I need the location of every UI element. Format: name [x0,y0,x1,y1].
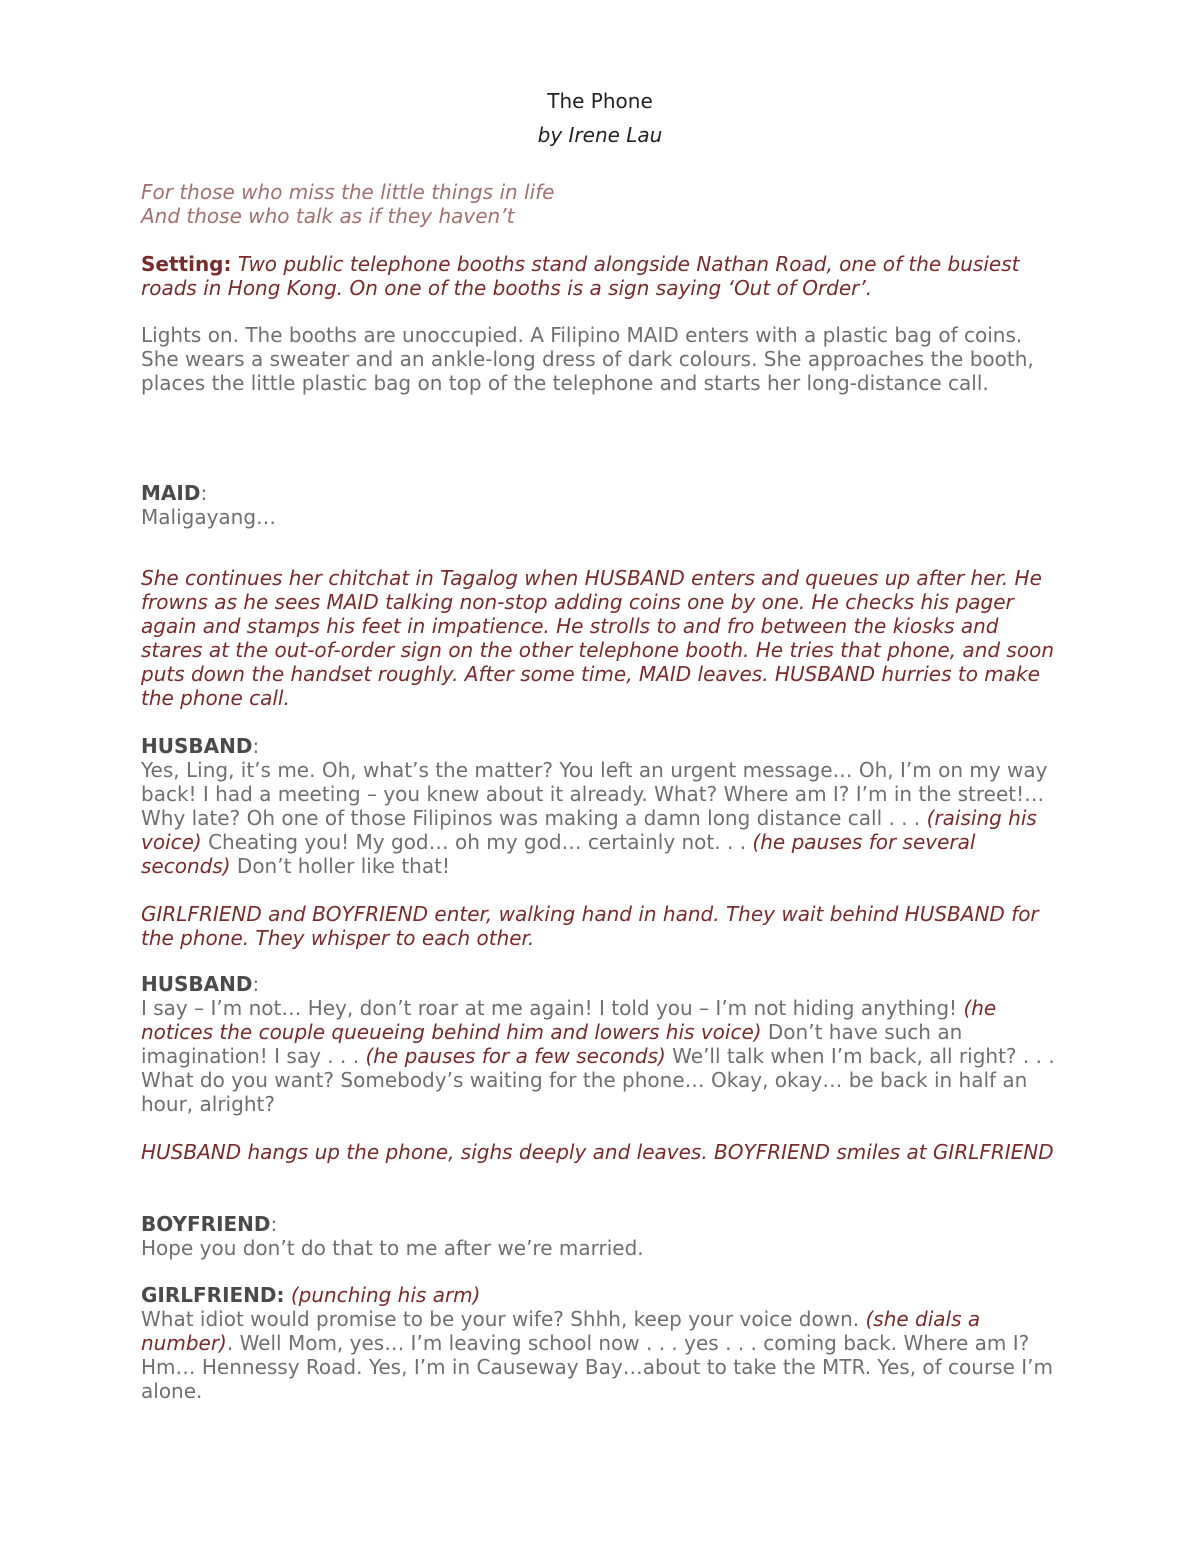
dialogue-text: Don’t have such an imagination! I say . . . [141,1020,963,1068]
epigraph-line-1: For those who miss the little things in life [141,180,555,204]
stage-direction-3: HUSBAND hangs up the phone, sighs deeply and leaves. BOYFRIEND smiles at GIRLFRIEND [141,1140,1054,1164]
inline-direction: (he pauses for several seconds) [141,830,976,878]
inline-direction: (he pauses for a few seconds) [365,1044,666,1068]
dialogue-text: I say – I’m not… Hey, don’t roar at me again! I told you – I’m not hiding anything! [141,996,964,1020]
dialogue-text: Don’t holler like that! [230,854,450,878]
setting-label: Setting: [141,252,232,276]
dialogue-text: . Well Mom, yes… I’m leaving school now . . . yes . . . coming back. Where am I? Hm… Hennessy Road. Yes, I’m in Causeway Bay…about to take the MTR. Yes, of course I’m alone. [141,1331,1054,1403]
dialogue-line: Maligayang… [141,505,277,529]
epigraph [141,180,1061,228]
boyfriend-speech [141,1212,1061,1260]
play-author: by Irene Lau [537,123,663,147]
stage-direction-1: She continues her chitchat in Tagalog when HUSBAND enters and queues up after her. He frowns as he sees MAID talking non-stop adding coins one by one. He checks his pager again and stamps his feet in impatience. He strolls to and fro between the kiosks and stares at the out-of-order sign on the other telephone booth. He tries that phone, and soon puts down the handset roughly. After some time, MAID leaves. HUSBAND hurries to make the phone call. [141,566,1054,710]
speaker-colon: : [200,481,208,505]
speaker-name: HUSBAND [141,734,253,758]
husband-speech-2 [141,972,1061,1116]
epigraph-line-2: And those who talk as if they haven’t [141,204,515,228]
dialogue-text: What idiot would promise to be your wife? Shhh, keep your voice down. [141,1307,866,1331]
speaker-name: HUSBAND [141,972,253,996]
opening-stage-direction: Lights on. The booths are unoccupied. A Filipino MAID enters with a plastic bag of coins. She wears a sweater and an ankle-long dress of dark colours. She approaches the booth, places the little plastic bag on top of the telephone and starts her long-distance call. [141,323,1034,395]
setting-paragraph [141,252,1061,300]
girlfriend-speech [141,1283,1061,1403]
inline-direction: (she dials a number) [141,1307,981,1355]
speaker-name: MAID [141,481,201,505]
maid-speech [141,481,1061,529]
speaker-colon: : [252,734,260,758]
inline-direction: (raising his voice) [141,806,1037,854]
dialogue-text: Cheating you! My god… oh my god… certainly not. . . [201,830,753,854]
play-title: The Phone [547,89,653,113]
dialogue-line: Hope you don’t do that to me after we’re married. [141,1236,644,1260]
inline-direction: (punching his arm) [284,1283,481,1307]
speaker-name: BOYFRIEND [141,1212,271,1236]
speaker-colon: : [252,972,260,996]
husband-speech-1 [141,734,1061,878]
inline-direction: (he notices the couple queueing behind him and lowers his voice) [141,996,997,1044]
setting-text: Two public telephone booths stand alongside Nathan Road, one of the busiest roads in Hong Kong. On one of the booths is a sign saying ‘Out of Order’. [141,252,1020,300]
stage-direction-2: GIRLFRIEND and BOYFRIEND enter, walking hand in hand. They wait behind HUSBAND for the phone. They whisper to each other. [141,902,1039,950]
speaker-name: GIRLFRIEND: [141,1283,285,1307]
dialogue-text: Yes, Ling, it’s me. Oh, what’s the matter? You left an urgent message… Oh, I’m on my way back! I had a meeting – you knew about it already. What? Where am I? I’m in the street!… Why late? Oh one of those Filipinos was making a damn long distance call . . . [141,758,1048,830]
speaker-colon: : [270,1212,278,1236]
dialogue-text: We’ll talk when I’m back, all right? . . . What do you want? Somebody’s waiting for the phone… Okay, okay… be back in half an hour, alright? [141,1044,1055,1116]
